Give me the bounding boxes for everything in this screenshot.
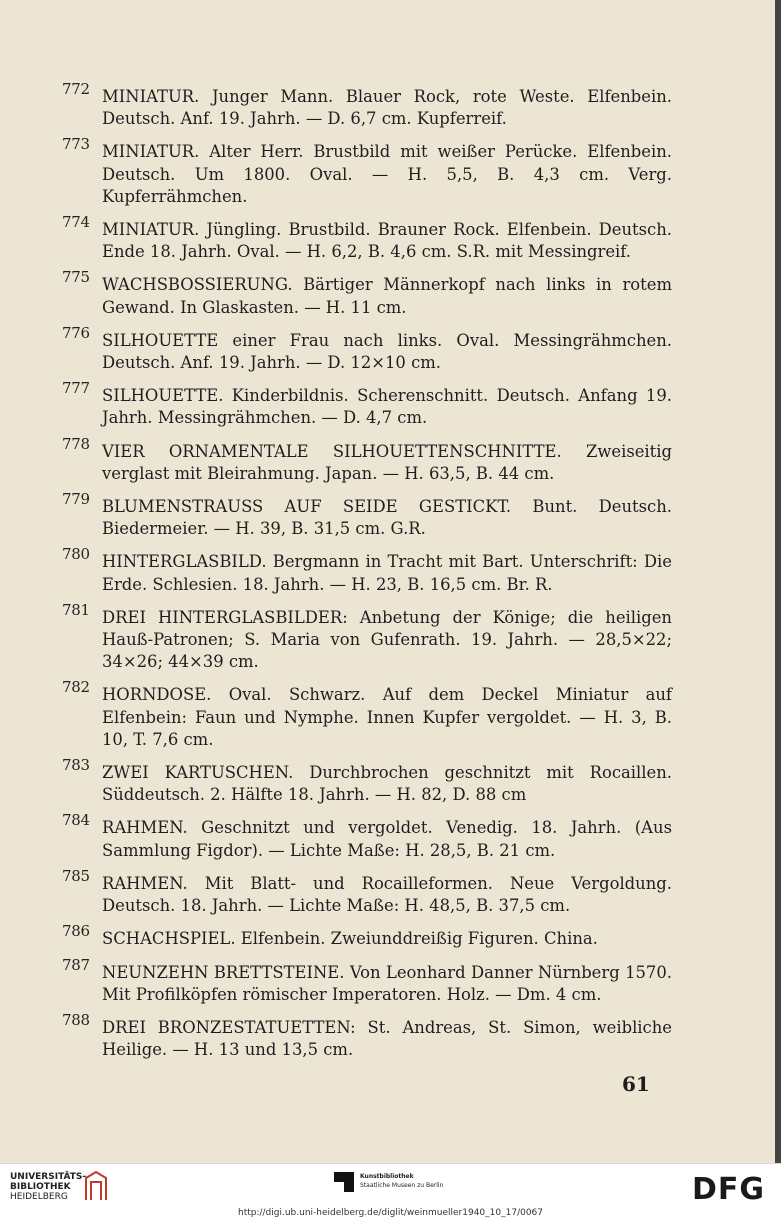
university-library-label bbox=[10, 1172, 86, 1202]
catalog-entry bbox=[62, 323, 672, 374]
entry-number: 783 bbox=[62, 756, 90, 775]
entry-number: 787 bbox=[62, 955, 90, 974]
uni-line-3: HEIDELBERG bbox=[10, 1192, 68, 1202]
entry-number: 781 bbox=[62, 600, 90, 619]
catalog-entry bbox=[62, 678, 672, 751]
catalog-entry bbox=[62, 379, 672, 429]
catalog-entry bbox=[62, 600, 672, 674]
uni-line-2: BIBLIOTHEK bbox=[10, 1182, 71, 1192]
footer-bar bbox=[0, 1163, 781, 1220]
entry-text: SILHOUETTE. Kinderbildnis. Scherenschnitt. Deutsch. Anfang 19. Jahrh. Messingrähmchen. — D. 4,7 cm. bbox=[102, 386, 672, 428]
entry-number: 784 bbox=[62, 811, 90, 830]
entry-text: MINIATUR. Alter Herr. Brustbild mit weißer Perücke. Elfenbein. Deutsch. Um 1800. Oval. — H. 5,5, B. 4,3 cm. Verg. Kupferrähmchen. bbox=[102, 142, 672, 206]
entry-number: 788 bbox=[62, 1010, 90, 1029]
catalog-entry bbox=[62, 268, 672, 318]
catalog-entry bbox=[62, 866, 672, 917]
entry-number: 776 bbox=[62, 323, 90, 342]
catalog-entry bbox=[62, 135, 672, 208]
catalog-entry bbox=[62, 955, 672, 1006]
entry-text: RAHMEN. Geschnitzt und vergoldet. Venedig. 18. Jahrh. (Aus Sammlung Figdor). — Lichte Maße: H. 28,5, B. 21 cm. bbox=[102, 818, 672, 860]
university-logo-icon bbox=[82, 1170, 110, 1204]
dfg-logo: DFG bbox=[692, 1172, 766, 1207]
entry-text: SILHOUETTE einer Frau nach links. Oval. Messingrähmchen. Deutsch. Anf. 19. Jahrh. — D. 12×10 cm. bbox=[102, 330, 672, 373]
catalog-entry bbox=[62, 545, 672, 595]
kunstbibliothek-logo-icon bbox=[334, 1172, 354, 1192]
entry-number: 772 bbox=[62, 80, 90, 98]
permalink[interactable]: http://digi.ub.uni-heidelberg.de/diglit/weinmueller1940_10_17/0067 bbox=[237, 1208, 543, 1218]
catalog-entry bbox=[62, 756, 672, 806]
entry-number: 778 bbox=[62, 434, 90, 453]
catalog-entries bbox=[62, 80, 672, 1072]
entry-number: 782 bbox=[62, 678, 90, 697]
entry-number: 786 bbox=[62, 922, 90, 941]
catalog-entry bbox=[62, 490, 672, 540]
entry-number: 774 bbox=[62, 213, 90, 232]
kb-line-2: Staatliche Museen zu Berlin bbox=[360, 1182, 444, 1189]
catalog-entry bbox=[62, 80, 672, 130]
catalog-entry bbox=[62, 213, 672, 263]
entry-number: 777 bbox=[62, 379, 90, 398]
catalog-entry bbox=[62, 811, 672, 861]
entry-text: SCHACHSPIEL. Elfenbein. Zweiunddreißig Figuren. China. bbox=[102, 929, 598, 949]
entry-number: 775 bbox=[62, 268, 90, 287]
uni-line-1: UNIVERSITÄTS- bbox=[10, 1172, 87, 1182]
entry-text: MINIATUR. Junger Mann. Blauer Rock, rote Weste. Elfenbein. Deutsch. Anf. 19. Jahrh. — D. 6,7 cm. Kupferreif. bbox=[102, 87, 672, 129]
entry-text: WACHSBOSSIERUNG. Bärtiger Männerkopf nach links in rotem Gewand. In Glaskasten. — H. 11 cm. bbox=[102, 275, 672, 317]
entry-text: RAHMEN. Mit Blatt- und Rocailleformen. Neue Vergoldung. Deutsch. 18. Jahrh. — Lichte Maße: H. 48,5, B. 37,5 cm. bbox=[102, 873, 672, 916]
catalog-entry bbox=[62, 1010, 672, 1061]
entry-text: ZWEI KARTUSCHEN. Durchbrochen geschnitzt mit Rocaillen. Süddeutsch. 2. Hälfte 18. Jahrh. — H. 82, D. 88 cm bbox=[102, 763, 672, 805]
entry-number: 779 bbox=[62, 490, 90, 509]
page-number: 61 bbox=[622, 1072, 650, 1096]
entry-number: 785 bbox=[62, 866, 90, 885]
entry-text: HORNDOSE. Oval. Schwarz. Auf dem Deckel Miniatur auf Elfenbein: Faun und Nymphe. Innen Kupfer vergoldet. — H. 3, B. 10, T. 7,6 cm. bbox=[102, 685, 672, 749]
catalog-entry bbox=[62, 434, 672, 485]
entry-text: DREI HINTERGLASBILDER: Anbetung der Könige; die heiligen Hauß-Patronen; S. Maria von Gufenrath. 19. Jahrh. — 28,5×22; 34×26; 44×39 cm. bbox=[102, 607, 672, 672]
entry-number: 773 bbox=[62, 135, 90, 154]
catalog-entry bbox=[62, 922, 672, 950]
kb-line-1: Kunstbibliothek bbox=[360, 1173, 414, 1180]
kunstbibliothek-label bbox=[360, 1172, 443, 1190]
entry-text: VIER ORNAMENTALE SILHOUETTENSCHNITTE. Zweiseitig verglast mit Bleirahmung. Japan. — H. 63,5, B. 44 cm. bbox=[102, 441, 672, 483]
entry-text: NEUNZEHN BRETTSTEINE. Von Leonhard Danner Nürnberg 1570. Mit Profilköpfen römischer Imperatoren. Holz. — Dm. 4 cm. bbox=[102, 962, 672, 1004]
page-edge bbox=[775, 0, 781, 1163]
entry-text: MINIATUR. Jüngling. Brustbild. Brauner Rock. Elfenbein. Deutsch. Ende 18. Jahrh. Oval. — H. 6,2, B. 4,6 cm. S.R. mit Messingreif. bbox=[102, 220, 672, 262]
entry-number: 780 bbox=[62, 545, 90, 564]
entry-text: BLUMENSTRAUSS AUF SEIDE GESTICKT. Bunt. Deutsch. Biedermeier. — H. 39, B. 31,5 cm. G.R. bbox=[102, 497, 672, 539]
entry-text: DREI BRONZESTATUETTEN: St. Andreas, St. Simon, weibliche Heilige. — H. 13 und 13,5 cm. bbox=[102, 1017, 672, 1060]
entry-text: HINTERGLASBILD. Bergmann in Tracht mit Bart. Unterschrift: Die Erde. Schlesien. 18. Jahrh. — H. 23, B. 16,5 cm. Br. R. bbox=[102, 552, 672, 594]
